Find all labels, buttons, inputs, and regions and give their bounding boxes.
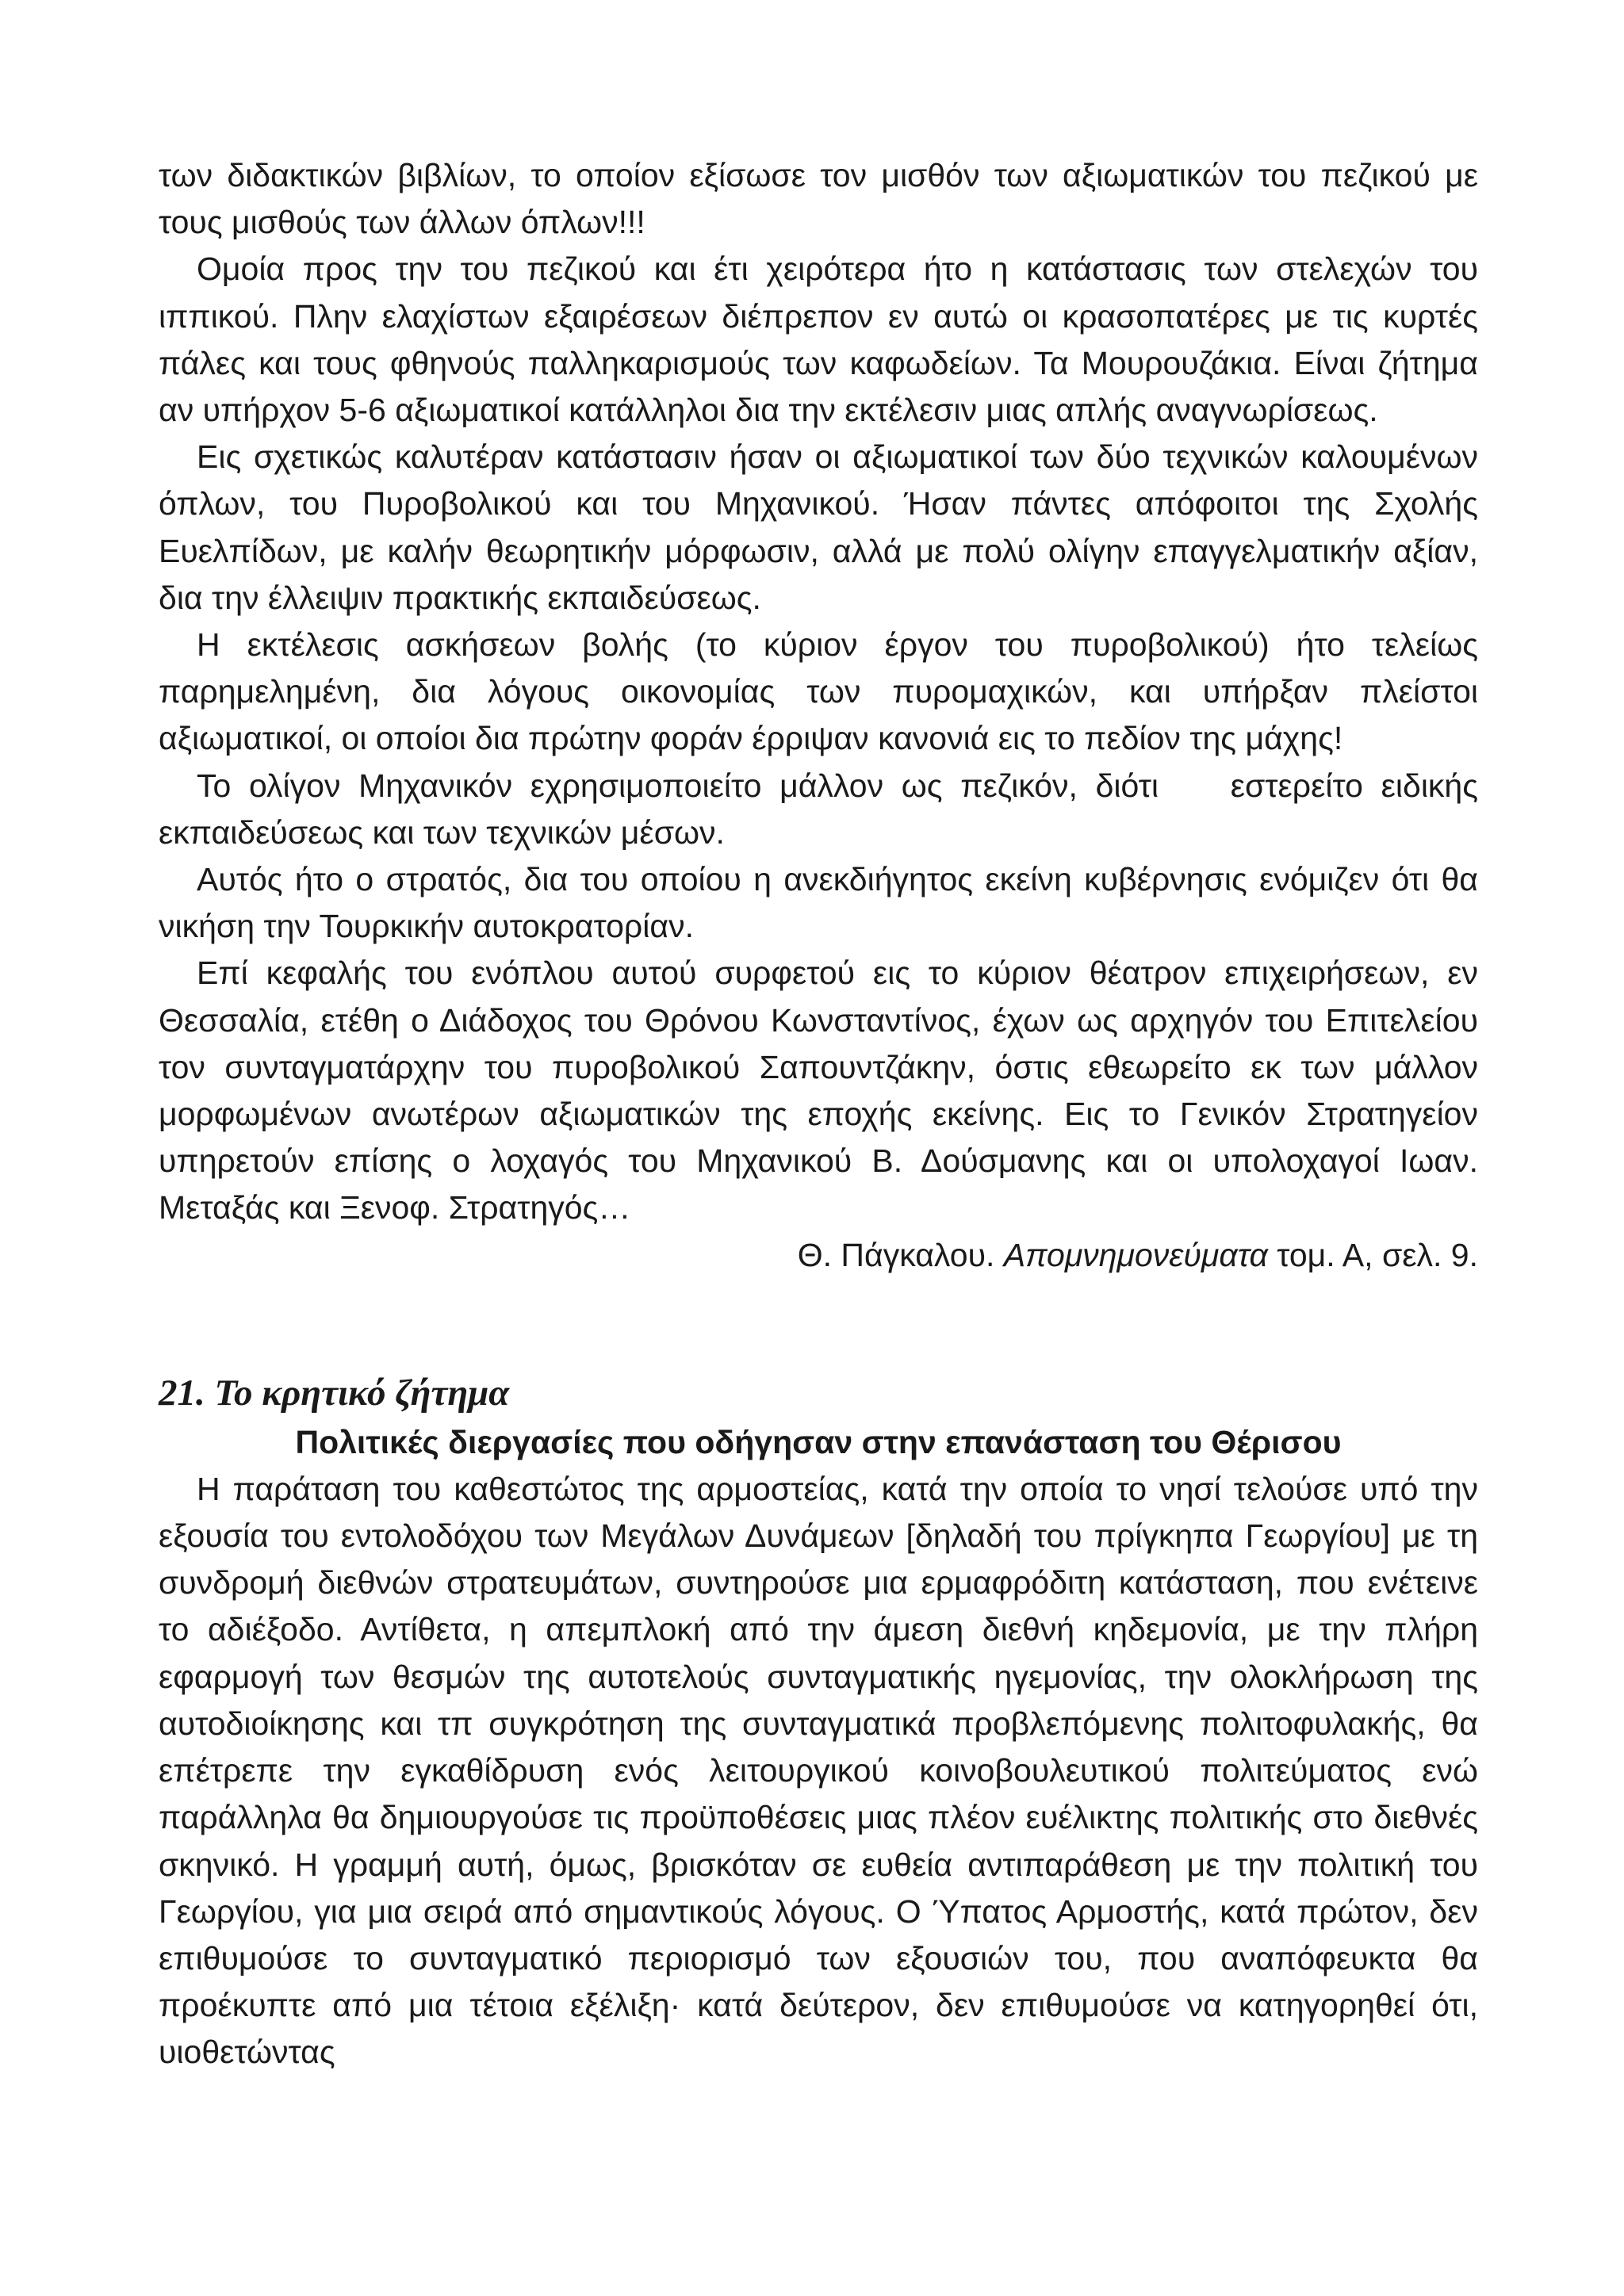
paragraph-engineers: Το ολίγον Μηχανικόν εχρησιμοποιείτο μάλλον ως πεζικόν, διότι εστερείτο ειδικής εκπαιδεύσεως και των τεχνικών μέσων.	[159, 767, 1496, 851]
section-subheading: Πολιτικές διεργασίες που οδήγησαν στην επανάσταση του Θέρισου	[295, 1423, 1342, 1460]
source-volume-page: τομ. Α, σελ. 9.	[1267, 1236, 1478, 1273]
source-title: Απομνημονεύματα	[1003, 1236, 1268, 1273]
section-spacer	[159, 1279, 1478, 1368]
source-author: Θ. Πάγκαλου.	[797, 1236, 1004, 1273]
paragraph-army: Αυτός ήτο ο στρατός, δια του οποίου η ανεκδιήγητος εκείνη κυβέρνησις ενόμιζεν ότι θα νικήση την Τουρκικήν αυτοκρατορίαν.	[159, 861, 1478, 945]
paragraph-artillery: Η εκτέλεσις ασκήσεων βολής (το κύριον έργον του πυροβολικού) ήτο τελείως παρημελημένη, δια λόγους οικονομίας των πυρομαχικών, και υπήρξαν πλείστοι αξιωματικοί, οι οποίοι δια πρώτην φοράν έρριψαν κανονιά εις το πεδίον της μάχης!	[159, 626, 1478, 757]
paragraph-crete: Η παράταση του καθεστώτος της αρμοστείας, κατά την οποία το νησί τελούσε υπό την εξουσία του εντολοδόχου των Μεγάλων Δυνάμεων [δηλαδή του πρίγκηπα Γεωργίου] με τη συνδρομή διεθνών στρατευμάτων, συντηρούσε μια ερμαφρόδιτη κατάσταση, που ενέτεινε το αδιέξοδο. Αντίθετα, η απεμπλοκή από την άμεση διεθνή κηδεμονία, με την πλήρη εφαρμογή των θεσμών της αυτοτελούς συνταγματικής ηγεμονίας, την ολοκλήρωση της αυτοδιοίκησης και τπ συγκρότηση της συνταγματικά προβλεπόμενης πολιτοφυλακής, θα επέτρεπε την εγκαθίδρυση ενός λειτουργικού κοινοβουλευτικού πολιτεύματος ενώ παράλληλα θα δημιουργούσε τις προϋποθέσεις μιας πλέον ευέλικτης πολιτικής στο διεθνές σκηνικό. Η γραμμή αυτή, όμως, βρισκόταν σε ευθεία αντιπαράθεση με την πολιτική του Γεωργίου, για μια σειρά από σημαντικούς λόγους. Ο Ύπατος Αρμοστής, κατά πρώτον, δεν επιθυμούσε το συνταγματικό περιορισμό των εξουσιών του, που αναπόφευκτα θα προέκυπτε από μια τέτοια εξέλιξη· κατά δεύτερον, δεν επιθυμούσε να κατηγορηθεί ότι, υιοθετώντας	[159, 1470, 1478, 2071]
paragraph-headquarters: Επί κεφαλής του ενόπλου αυτού συρφετού εις το κύριον θέατρον επιχειρήσεων, εν Θεσσαλία, ετέθη ο Διάδοχος του Θρόνου Κωνσταντίνος, έχων ως αρχηγόν του Επιτελείου τον συνταγματάρχην του πυροβολικού Σαπουντζάκην, όστις εθεωρείτο εκ των μάλλον μορφωμένων ανωτέρων αξιωματικών της εποχής εκείνης. Εις το Γενικόν Στρατηγείον υπηρετούν επίσης ο λοχαγός του Μηχανικού Β. Δούσμανης και οι υπολοχαγοί Ιωαν. Μεταξάς και Ξενοφ. Στρατηγός…	[159, 955, 1478, 1226]
paragraph-cavalry: Ομοία προς την του πεζικού και έτι χειρότερα ήτο η κατάστασις των στελεχών του ιππικού. Πλην ελαχίστων εξαιρέσεων διέπρεπον εν αυτώ οι κρασοπατέρες με τις κυρτές πάλες και τους φθηνούς παλληκαρισμούς των καφωδείων. Τα Μουρουζάκια. Είναι ζήτημα αν υπήρχον 5-6 αξιωματικοί κατάλληλοι δια την εκτέλεσιν μιας απλής αναγνωρίσεως.	[159, 251, 1478, 429]
text-column	[159, 152, 1496, 2076]
source-citation	[159, 1232, 1478, 1279]
section-heading: 21. Το κρητικό ζήτημα	[159, 1372, 510, 1414]
paragraph-technical-arms: Εις σχετικώς καλυτέραν κατάστασιν ήσαν οι αξιωματικοί των δύο τεχνικών καλουμένων όπλων, του Πυροβολικού και του Μηχανικού. Ήσαν πάντες απόφοιτοι της Σχολής Ευελπίδων, με καλήν θεωρητικήν μόρφωσιν, αλλά με πολύ ολίγην επαγγελματικήν αξίαν, δια την έλλειψιν πρακτικής εκπαιδεύσεως.	[159, 438, 1478, 616]
paragraph-continuation: των διδακτικών βιβλίων, το οποίον εξίσωσε τον μισθόν των αξιωματικών του πεζικού με τους μισθούς των άλλων όπλων!!!	[159, 157, 1478, 241]
